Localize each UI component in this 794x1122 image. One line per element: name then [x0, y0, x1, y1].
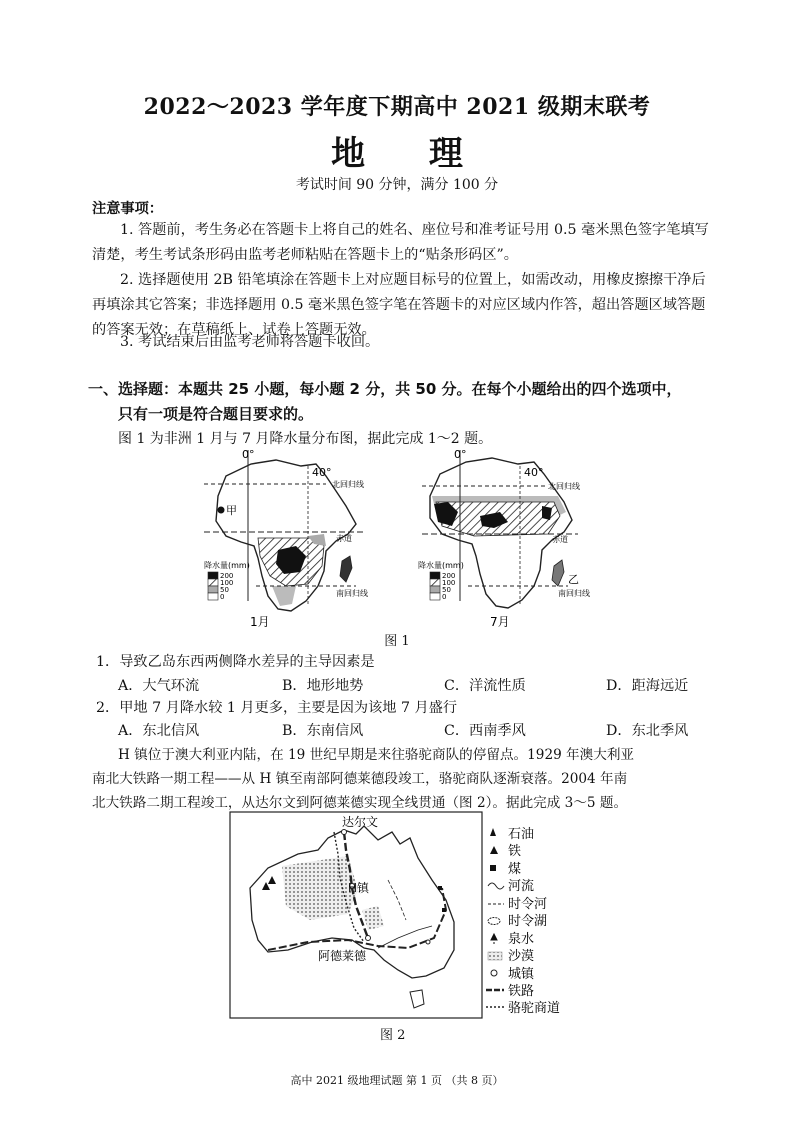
iron-icon: [490, 846, 498, 854]
figure2-caption: 图 2: [380, 1028, 406, 1043]
label-equator-jan: 赤道: [336, 534, 352, 543]
q2-option-c[interactable]: C．西南季风: [444, 723, 526, 739]
legend-title-jan: 降水量(mm): [204, 561, 250, 570]
legend-label-river: 河流: [508, 879, 535, 894]
section-heading-line1: 一、选择题：本题共 25 小题，每小题 2 分，共 50 分。在每个小题给出的四个选项中，: [88, 380, 682, 398]
legend-val-0-jul: 0: [442, 593, 447, 601]
q1-option-d[interactable]: D．距海远近: [606, 678, 689, 694]
legend-label-town: 城镇: [508, 967, 535, 982]
legend-label-coal: 煤: [508, 862, 522, 877]
q1-option-b[interactable]: B．地形地势: [282, 678, 364, 694]
figure2-australia-map: [228, 810, 578, 1022]
spring-icon: [491, 934, 497, 944]
coal-icon: [490, 865, 496, 871]
label-lon40-jul: 40°: [524, 466, 544, 479]
notice-item-1: 1. 答题前，考生务必在答题卡上将自己的姓名、座位号和准考证号用 0.5 毫米黑色签字笔填写清楚，考生考试条形码由监考老师粘贴在答题卡上的“贴条形码区”。: [92, 222, 709, 263]
label-adelaide: 阿德莱德: [318, 949, 367, 963]
figure1-maps: [196, 446, 596, 636]
label-yi: 乙: [568, 573, 579, 586]
legend-swatch-0-jul: [430, 593, 440, 600]
africa-map-january: [204, 448, 368, 629]
legend-label-spring: 泉水: [508, 932, 535, 947]
label-lon0-jul: 0°: [454, 448, 467, 461]
q2-option-d[interactable]: D．东北季风: [606, 723, 689, 739]
figure1-caption: 图 1: [384, 634, 410, 649]
label-h-town: H镇: [348, 881, 370, 895]
intro2-line-1: H 镇位于澳大利亚内陆，在 19 世纪早期是来往骆驼商队的停留点。1929 年澳大利亚: [118, 747, 635, 763]
label-equator-jul: 赤道: [552, 535, 568, 544]
label-jia: 甲: [226, 504, 237, 517]
exam-title: 2022～2023 学年度下期高中 2021 级期末联考: [143, 94, 651, 120]
label-tropic-s-jul: 南回归线: [558, 589, 590, 598]
q2-option-a[interactable]: A．东北信风: [118, 723, 200, 739]
legend-val-100-jan: 100: [220, 579, 234, 587]
town-east: [426, 940, 430, 944]
point-jia: [218, 507, 225, 514]
subject-title: 地 理: [331, 134, 489, 174]
label-lon40-jan: 40°: [312, 466, 332, 479]
legend-swatch-0-jan: [208, 593, 218, 600]
legend-label-railway: 铁路: [508, 984, 535, 999]
question-2-stem: 2．甲地 7 月降水较 1 月更多，主要是因为该地 7 月盛行: [96, 700, 458, 716]
label-month-jul: 7月: [490, 615, 510, 629]
legend-swatch-50-jul: [430, 586, 440, 593]
legend-val-200-jul: 200: [442, 572, 456, 580]
legend-swatch-100-jul: [430, 579, 440, 586]
notice-item-3: 3. 考试结束后由监考老师将答题卡收回。: [120, 334, 380, 350]
legend-label-seasonal-river: 时令河: [508, 897, 548, 912]
label-tropic-s-jan: 南回归线: [336, 589, 368, 598]
desert-icon: [488, 952, 502, 960]
label-tropic-n-jan: 北回归线: [332, 480, 364, 489]
legend-swatch-200-jan: [208, 572, 218, 579]
notice-item-2: 2. 选择题使用 2B 铅笔填涂在答题卡上对应题目标号的位置上，如需改动，用橡皮擦擦干净后再填涂其它答案；非选择题用 0.5 毫米黑色签字笔在答题卡的对应区域内作答，超出答题区域答题的答案无效；在草稿纸上、试卷上答题无效。: [92, 272, 706, 338]
label-lon0-jan: 0°: [242, 448, 255, 461]
notice-heading: 注意事项：: [92, 201, 163, 217]
intro2-line-2: 南北大铁路一期工程——从 H 镇至南部阿德莱德段竣工，骆驼商队逐渐衰落。2004 年南: [92, 771, 628, 787]
town-icon: [491, 970, 497, 976]
mark-coal-1: [438, 886, 442, 890]
page-footer: 高中 2021 级地理试题 第 1 页 （共 8 页）: [290, 1074, 504, 1087]
q1-option-a[interactable]: A．大气环流: [118, 678, 200, 694]
figure1-intro: 图 1 为非洲 1 月与 7 月降水量分布图，据此完成 1～2 题。: [118, 431, 493, 447]
legend-val-50-jan: 50: [220, 586, 229, 594]
town-darwin: [342, 830, 347, 835]
africa-map-july: [418, 448, 590, 629]
legend-swatch-100-jan: [208, 579, 218, 586]
legend-label-seasonal-lake: 时令湖: [508, 914, 548, 929]
legend-swatch-50-jan: [208, 586, 218, 593]
label-tropic-n-jul: 北回归线: [548, 482, 580, 491]
question-1-stem: 1．导致乙岛东西两侧降水差异的主导因素是: [96, 654, 375, 670]
exam-info: 考试时间 90 分钟，满分 100 分: [295, 177, 499, 193]
river-icon: [488, 883, 504, 889]
q2-option-b[interactable]: B．东南信风: [282, 723, 364, 739]
figure2-legend: [486, 826, 560, 1016]
legend-val-0-jan: 0: [220, 593, 225, 601]
mark-coal-2: [442, 908, 446, 912]
legend-swatch-200-jul: [430, 572, 440, 579]
label-darwin: 达尔文: [342, 815, 379, 829]
seasonal-lake-icon: [488, 918, 500, 925]
legend-val-50-jul: 50: [442, 586, 451, 594]
legend-label-oil: 石油: [508, 827, 535, 842]
q1-option-c[interactable]: C．洋流性质: [444, 678, 526, 694]
oil-icon: [490, 828, 496, 836]
section-heading-line2: 只有一项是符合题目要求的。: [118, 405, 314, 423]
legend-label-iron: 铁: [508, 844, 522, 859]
town-adelaide: [366, 936, 371, 941]
legend-label-desert: 沙漠: [508, 949, 535, 964]
legend-title-jul: 降水量(mm): [418, 561, 464, 570]
legend-val-200-jan: 200: [220, 572, 234, 580]
intro2-line-3: 北大铁路二期工程竣工，从达尔文到阿德莱德实现全线贯通（图 2）。据此完成 3～5 题。: [92, 795, 628, 811]
label-month-jan: 1月: [250, 615, 270, 629]
legend-val-100-jul: 100: [442, 579, 456, 587]
madagascar-jan: [340, 556, 352, 582]
madagascar-jul: [552, 560, 564, 586]
legend-label-camel-route: 骆驼商道: [508, 1001, 561, 1016]
